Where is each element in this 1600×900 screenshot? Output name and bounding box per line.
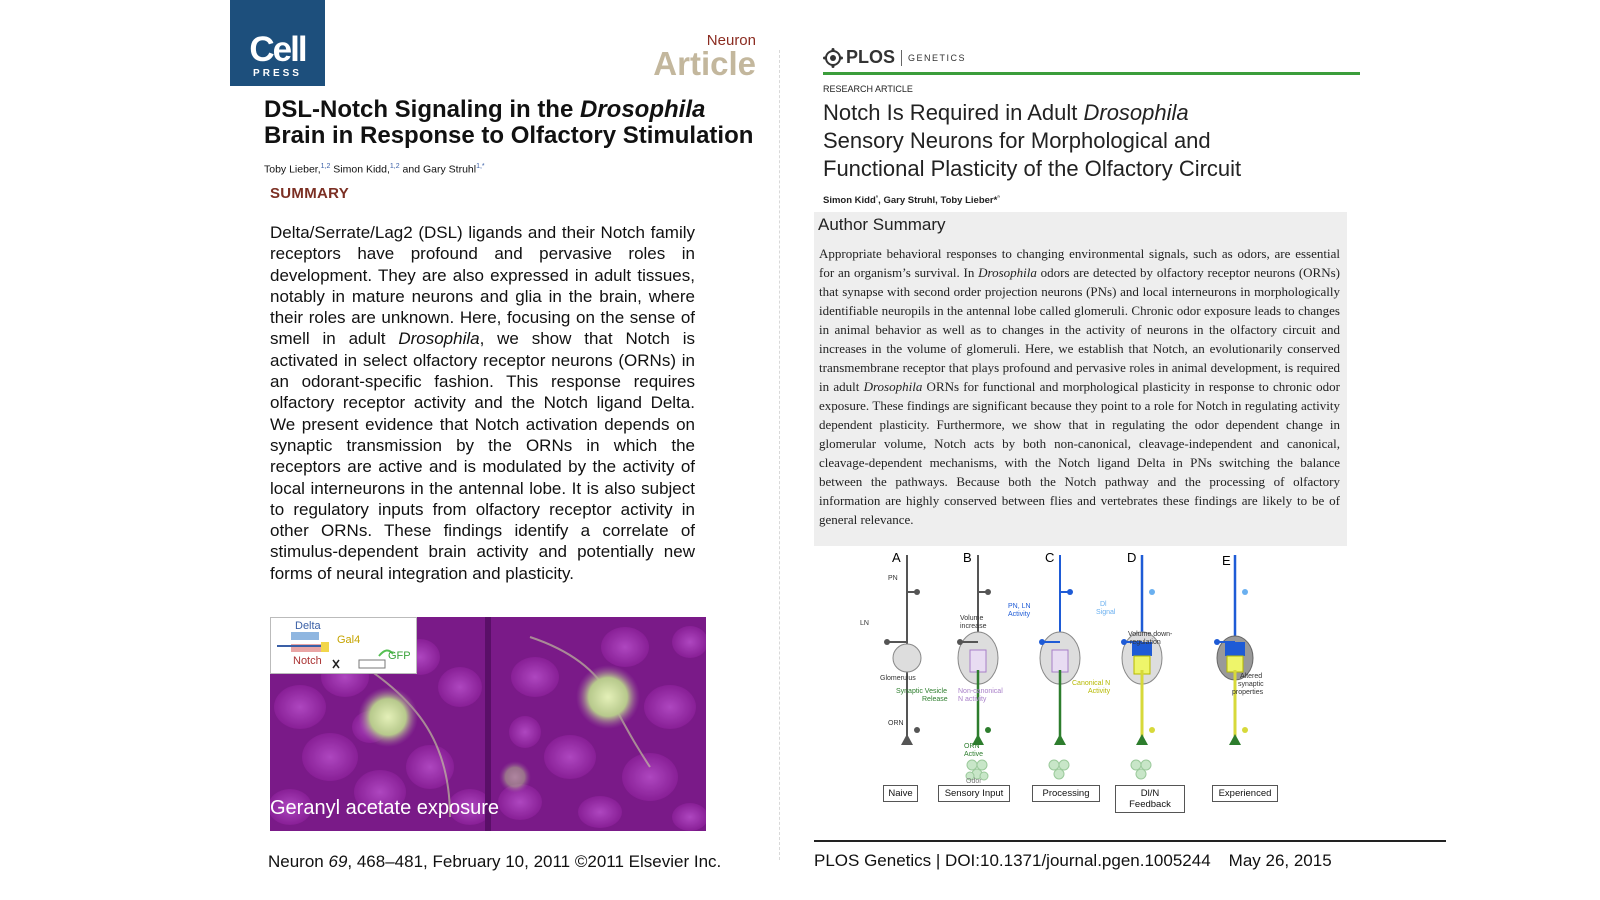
summary-part: Delta/Serrate/Lag2 (DSL) ligands and their Notch family receptors have profound and pervasive roles in development. They are also expressed in adult tissues, notably in mature neurons and glia in the brain, where their roles are unknown. Here, focusing on the sense of smell in adult bbox=[270, 223, 695, 349]
figure-caption: Geranyl acetate exposure bbox=[270, 797, 500, 819]
label-pn-ln-1: PN, LN bbox=[1008, 603, 1031, 610]
footer-rule bbox=[814, 840, 1446, 842]
cell-press-logo bbox=[230, 0, 325, 86]
title-line: Sensory Neurons for Morphological and bbox=[823, 128, 1211, 153]
citation-prefix: Neuron bbox=[268, 852, 329, 871]
label-odor: Odor bbox=[966, 778, 982, 785]
panel-button-naive: Naive bbox=[883, 785, 918, 802]
panel-button-processing: Processing bbox=[1032, 785, 1100, 802]
summary-heading: SUMMARY bbox=[270, 185, 350, 202]
panel-label-b: B bbox=[963, 550, 972, 565]
title-line: Functional Plasticity of the Olfactory Circuit bbox=[823, 156, 1242, 181]
author-name: Toby Lieber, bbox=[264, 163, 321, 176]
label-glomerulus: Glomerulus bbox=[880, 675, 916, 682]
summary-italic: Drosophila bbox=[978, 265, 1037, 280]
page-divider bbox=[779, 50, 780, 860]
author-affiliation: 1,* bbox=[476, 163, 485, 170]
logo-subtext: PRESS bbox=[253, 68, 302, 79]
author-affiliation: 1,2 bbox=[389, 163, 400, 170]
panel-label-d: D bbox=[1127, 550, 1137, 565]
feedback-line-1: Dl/N bbox=[1140, 788, 1160, 799]
summary-text bbox=[270, 222, 695, 584]
construct-inset bbox=[270, 617, 417, 674]
inset-label-gal4: Gal4 bbox=[337, 634, 361, 646]
header-rule bbox=[823, 72, 1360, 75]
plos-word: PLOS bbox=[846, 47, 896, 67]
plos-logo bbox=[823, 47, 966, 69]
title-part: Notch Is Required in Adult bbox=[823, 100, 1084, 125]
summary-part: odors are detected by olfactory receptor neurons (ORNs) that synapse with second order projection neurons (PNs) and local interneurons in morphologically identifiable neuropils in the antennal lobe called glomeruli. Chronic odor exposure leads to changes in animal behavior as well as to changes in the activity of neurons in the olfactory circuit and increases in the volume of glomeruli. Here, we establish that Notch, an evolutionarily conserved transmembrane receptor that plays profound and pervasive roles in animal development, is required in adult bbox=[819, 265, 1340, 394]
panel-button-experienced: Experienced bbox=[1212, 785, 1278, 802]
panel-label-e: E bbox=[1222, 553, 1231, 568]
feedback-line-2: Feedback bbox=[1129, 799, 1171, 810]
page-title bbox=[264, 97, 764, 149]
circuit-figure bbox=[860, 550, 1320, 830]
summary-part: ORNs for functional and morphological plasticity in response to chronic odor exposure. These findings are significant because they point to a role for Notch in regulating activity dependent plasticity. Furthermore, we show that in regulating the odor dependent change in glomerular volume, Notch acts by both non-canonical, cleavage-independent and canonical, cleavage-dependent mechanisms, with the Notch ligand Delta in PNs switching the balance between the pathways. Because both the Notch pathway and the processing of olfactory information are highly conserved between flies and vertebrates these findings are likely to be of general relevance. bbox=[819, 379, 1341, 527]
summary-part: Appropriate behavioral responses to changing environmental signals, such as odors, are essential for an organism’s survival. In bbox=[819, 246, 1340, 280]
page-title bbox=[823, 99, 1343, 183]
label-canonical-1: Canonical N bbox=[1072, 680, 1111, 687]
author-summary-heading: Author Summary bbox=[818, 215, 946, 234]
author-list bbox=[264, 163, 485, 176]
title-part: Brain in Response to Olfactory Stimulation bbox=[264, 122, 754, 149]
logo-text: Cell bbox=[249, 30, 306, 69]
citation bbox=[268, 852, 721, 872]
citation: PLOS Genetics | DOI:10.1371/journal.pgen.1005244 May 26, 2015 bbox=[814, 851, 1332, 870]
title-italic: Drosophila bbox=[579, 96, 706, 123]
author-name: and Gary Struhl bbox=[399, 163, 477, 176]
citation-volume: 69 bbox=[328, 852, 348, 871]
author-name: , Gary Struhl, Toby Lieber* bbox=[878, 195, 998, 207]
circuit-diagram bbox=[860, 550, 1320, 800]
summary-part: , we show that Notch is activated in select olfactory receptor neurons (ORNs) in an odorant-specific fashion. This response requires olfactory receptor activity and the Notch ligand Delta. We present evidence that Notch activation depends on synaptic transmission by the ORNs in which the receptors are active and is modulated by the activity of local interneurons in the antennal lobe. It is also subject to regulatory inputs from olfactory receptor activity in other ORNs. These findings identify a correlate of stimulus-dependent brain activity and potentially new forms of neural integration and plasticity. bbox=[270, 329, 695, 583]
inset-label-gfp: GFP bbox=[388, 650, 411, 662]
label-pn: PN bbox=[888, 575, 898, 582]
label-volume-down-2: regulation bbox=[1130, 639, 1161, 646]
summary-italic: Drosophila bbox=[398, 329, 480, 349]
label-altered-1: Altered bbox=[1240, 673, 1263, 680]
panel-c bbox=[1039, 555, 1080, 779]
label-synaptic-2: Release bbox=[922, 696, 948, 703]
author-name: Simon Kidd bbox=[823, 195, 876, 207]
panel-e bbox=[1214, 555, 1253, 745]
label-orn-active-2: Active bbox=[964, 751, 984, 758]
label-orn: ORN bbox=[888, 720, 904, 727]
journal-name: Neuron bbox=[706, 32, 756, 49]
article-type: Article bbox=[653, 45, 756, 82]
author-name: Simon Kidd, bbox=[330, 163, 390, 176]
label-altered-3: properties bbox=[1232, 689, 1264, 696]
label-noncanonical-1: Non-canonical bbox=[958, 688, 1003, 695]
title-part: DSL-Notch Signaling in the bbox=[264, 96, 580, 123]
section-label: RESEARCH ARTICLE bbox=[823, 84, 913, 94]
panel-button-feedback bbox=[1115, 785, 1185, 813]
panel-a bbox=[884, 555, 921, 745]
author-summary-text bbox=[819, 244, 1340, 529]
plos-mark-icon bbox=[823, 48, 843, 68]
author-list bbox=[823, 195, 1000, 206]
label-volume-increase-2: increase bbox=[960, 623, 987, 630]
label-orn-active-1: ORN bbox=[964, 743, 980, 750]
citation-doi: DOI:10.1371/journal.pgen.1005244 bbox=[945, 851, 1211, 870]
label-pn-ln-2: Activity bbox=[1008, 611, 1031, 618]
panel-label-c: C bbox=[1045, 550, 1055, 565]
panel-d bbox=[1121, 555, 1162, 779]
label-volume-down-1: Volume down- bbox=[1128, 631, 1173, 638]
title-italic: Drosophila bbox=[1083, 100, 1189, 125]
label-volume-increase-1: Volume bbox=[960, 615, 984, 622]
plos-sub: GENETICS bbox=[908, 52, 967, 63]
panel-button-sensory-input: Sensory Input bbox=[938, 785, 1010, 802]
label-canonical-2: Activity bbox=[1088, 688, 1111, 695]
inset-label-delta: Delta bbox=[295, 620, 321, 632]
label-synaptic-1: Synaptic Vesicle bbox=[896, 688, 947, 695]
label-dl-signal-2: Signal bbox=[1096, 609, 1116, 616]
citation-date: May 26, 2015 bbox=[1228, 851, 1332, 870]
summary-italic: Drosophila bbox=[863, 379, 923, 394]
inset-label-notch: Notch bbox=[293, 655, 322, 667]
label-dl-signal-1: Dl bbox=[1100, 601, 1107, 608]
title-line bbox=[823, 99, 1343, 127]
label-noncanonical-2: N activity bbox=[958, 696, 987, 703]
label-altered-2: synaptic bbox=[1238, 681, 1264, 688]
author-affiliation: ⁿ bbox=[997, 195, 1000, 201]
citation-rest: , 468–481, February 10, 2011 ©2011 Elsevier Inc. bbox=[347, 852, 722, 871]
label-ln: LN bbox=[860, 620, 869, 627]
panel-label-a: A bbox=[892, 550, 901, 565]
logo-separator bbox=[901, 50, 902, 66]
citation-journal: PLOS Genetics bbox=[814, 851, 932, 870]
author-affiliation: ⁿ bbox=[875, 195, 879, 201]
author-affiliation: 1,2 bbox=[320, 163, 331, 170]
